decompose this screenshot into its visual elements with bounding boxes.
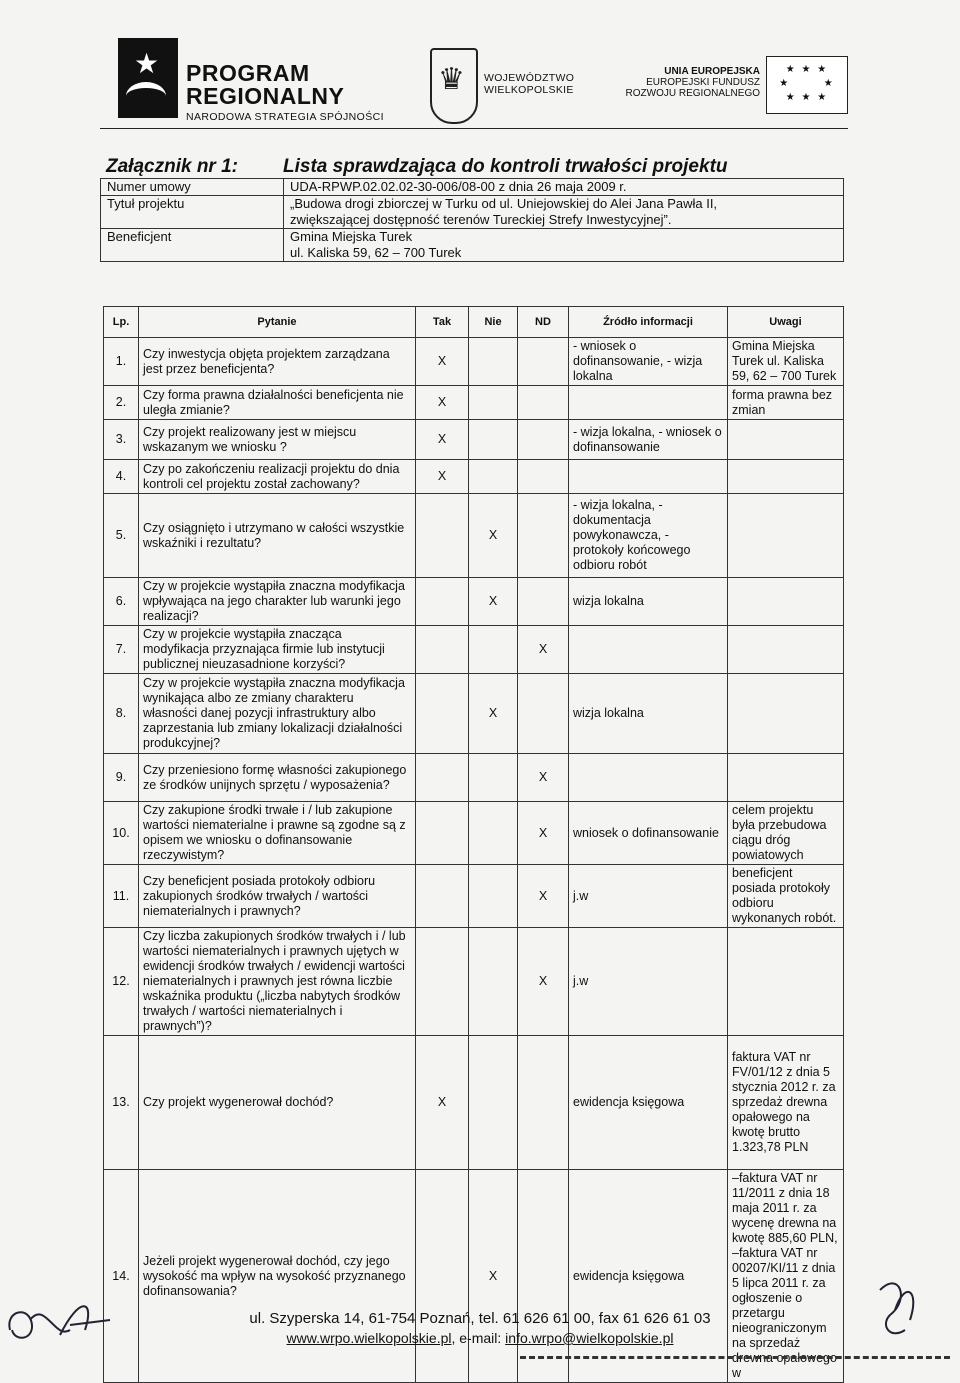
row-remarks: beneficjent posiada protokoły odbioru wykonanych robót.	[728, 865, 844, 928]
woj-line2: WIELKOPOLSKIE	[484, 84, 574, 96]
row-tak	[416, 578, 469, 626]
row-remarks	[728, 754, 844, 802]
row-lp: 7.	[104, 626, 139, 674]
tytul-label: Tytuł projektu	[101, 196, 284, 229]
row-remarks	[728, 494, 844, 578]
row-nie	[469, 754, 518, 802]
table-row	[104, 578, 844, 626]
row-question: Czy w projekcie wystąpiła znaczna modyfikacja wpływająca na jego charakter lub warunki jego realizacji?	[139, 578, 416, 626]
row-question: Czy po zakończeniu realizacji projektu do dnia kontroli cel projektu został zachowany?	[139, 460, 416, 494]
row-nd: X	[518, 802, 569, 865]
row-nie	[469, 338, 518, 386]
row-question: Czy w projekcie wystąpiła znacząca modyfikacja przyznająca firmie lub instytucji publicznej nieuzasadnione korzyści?	[139, 626, 416, 674]
row-source: wizja lokalna	[569, 674, 728, 754]
program-line3: NARODOWA STRATEGIA SPÓJNOŚCI	[186, 111, 384, 123]
row-nd: X	[518, 865, 569, 928]
program-line1: PROGRAM	[186, 60, 310, 86]
row-nie	[469, 1036, 518, 1170]
row-nd	[518, 338, 569, 386]
annex-label: Załącznik nr 1:	[106, 156, 238, 177]
row-remarks: celem projektu była przebudowa ciągu dróg powiatowych	[728, 802, 844, 865]
eagle-icon: ♛	[438, 63, 465, 96]
row-source: - wniosek o dofinansowanie, - wizja lokalna	[569, 338, 728, 386]
document-title: Lista sprawdzająca do kontroli trwałości projektu	[283, 156, 728, 177]
row-tak: X	[416, 1036, 469, 1170]
table-row	[104, 494, 844, 578]
beneficjent-value-line2: ul. Kaliska 59, 62 – 700 Turek	[290, 245, 462, 260]
numer-label: Numer umowy	[101, 179, 284, 196]
checklist-header-row	[104, 307, 844, 338]
tytul-value-line1: „Budowa drogi zbiorczej w Turku od ul. Uniejowskiej do Alei Jana Pawła II,	[290, 196, 718, 211]
tytul-value-line2: zwiększającej dostępność terenów Tureckiej Strefy Inwestycyjnej”.	[290, 212, 672, 227]
row-tak	[416, 802, 469, 865]
row-remarks	[728, 626, 844, 674]
row-remarks	[728, 420, 844, 460]
row-source	[569, 460, 728, 494]
table-row	[104, 802, 844, 865]
row-remarks: forma prawna bez zmian	[728, 386, 844, 420]
row-question: Czy zakupione środki trwałe i / lub zakupione wartości niematerialne i prawne są zgodne są z opisem we wniosku o dofinansowanie rzeczywistym?	[139, 802, 416, 865]
row-nd	[518, 494, 569, 578]
header-divider	[100, 128, 848, 129]
row-lp: 14.	[104, 1170, 139, 1383]
table-row	[104, 674, 844, 754]
program-regionalny-text	[186, 62, 384, 123]
header-tak: Tak	[416, 307, 469, 338]
row-nie	[469, 460, 518, 494]
row-tak	[416, 626, 469, 674]
row-question: Czy beneficjent posiada protokoły odbioru zakupionych środków trwałych / wartości niematerialnych i prawnych?	[139, 865, 416, 928]
numer-value: UDA-RPWP.02.02.02-30-006/08-00 z dnia 26 maja 2009 r.	[284, 179, 844, 196]
ue-line2: EUROPEJSKI FUNDUSZ	[646, 77, 760, 88]
row-remarks	[728, 578, 844, 626]
row-nd: X	[518, 626, 569, 674]
row-source	[569, 754, 728, 802]
row-nie	[469, 928, 518, 1036]
eu-flag-icon	[766, 56, 848, 114]
row-lp: 13.	[104, 1036, 139, 1170]
beneficjent-value-line1: Gmina Miejska Turek	[290, 229, 413, 244]
page-edge-dashes	[520, 1356, 950, 1359]
row-nie: X	[469, 1170, 518, 1383]
row-question: Jeżeli projekt wygenerował dochód, czy jego wysokość ma wpływ na wysokość przyznanego dofinansowania?	[139, 1170, 416, 1383]
row-nd	[518, 1036, 569, 1170]
row-remarks	[728, 460, 844, 494]
row-tak	[416, 1170, 469, 1383]
row-nd	[518, 420, 569, 460]
row-nie: X	[469, 494, 518, 578]
row-nie	[469, 420, 518, 460]
row-question: Czy projekt wygenerował dochód?	[139, 1036, 416, 1170]
row-lp: 4.	[104, 460, 139, 494]
row-remarks	[728, 674, 844, 754]
row-source	[569, 626, 728, 674]
beneficjent-value	[284, 229, 844, 262]
footer-website-link[interactable]: www.wrpo.wielkopolskie.pl	[286, 1330, 452, 1346]
row-nie	[469, 626, 518, 674]
row-tak	[416, 754, 469, 802]
row-nd	[518, 674, 569, 754]
row-question: Czy forma prawna działalności beneficjenta nie uległa zmianie?	[139, 386, 416, 420]
checklist-table	[103, 306, 844, 1383]
row-nie	[469, 386, 518, 420]
row-lp: 3.	[104, 420, 139, 460]
table-row	[104, 386, 844, 420]
swoosh-shape	[126, 82, 166, 110]
wielkopolska-coat-of-arms	[430, 48, 478, 124]
row-source	[569, 386, 728, 420]
table-row	[104, 1170, 844, 1383]
table-row	[104, 338, 844, 386]
project-info-table	[100, 178, 844, 262]
row-lp: 2.	[104, 386, 139, 420]
info-row-numer	[101, 179, 844, 196]
row-nd	[518, 460, 569, 494]
tytul-value	[284, 196, 844, 229]
ue-line1: UNIA EUROPEJSKA	[664, 66, 760, 77]
row-nd	[518, 1170, 569, 1383]
row-question: Czy w projekcie wystąpiła znaczna modyfikacja wynikająca albo ze zmiany charakteru własności danej pozycji infrastruktury albo zaprzestania lub zmiany lokalizacji działalności produkcyjnej?	[139, 674, 416, 754]
row-lp: 10.	[104, 802, 139, 865]
row-source: - wizja lokalna, - wniosek o dofinansowanie	[569, 420, 728, 460]
row-question: Czy osiągnięto i utrzymano w całości wszystkie wskaźniki i rezultatu?	[139, 494, 416, 578]
row-tak	[416, 494, 469, 578]
info-row-beneficjent	[101, 229, 844, 262]
eu-fund-label	[600, 66, 760, 99]
row-nd: X	[518, 754, 569, 802]
row-tak: X	[416, 420, 469, 460]
program-regionalny-logo	[118, 38, 178, 118]
table-row	[104, 754, 844, 802]
woj-line1: WOJEWÓDZTWO	[484, 72, 575, 84]
row-question: Czy inwestycja objęta projektem zarządzana jest przez beneficjenta?	[139, 338, 416, 386]
row-source: j.w	[569, 865, 728, 928]
row-question: Czy liczba zakupionych środków trwałych i / lub wartości niematerialnych i prawnych ujętych w ewidencji środków trwałych / ewidencji wartości niematerialnych i prawnych jest równa liczbie wskaźnika produktu („liczba nabytych środków trwałych / wartości niematerialnych i prawnych”)?	[139, 928, 416, 1036]
row-lp: 8.	[104, 674, 139, 754]
header-lp: Lp.	[104, 307, 139, 338]
row-remarks: –faktura VAT nr 11/2011 z dnia 18 maja 2011 r. za wycenę drewna na kwotę 885,60 PLN, –faktura VAT nr 00207/KI/11 z dnia 5 lipca 2011 r. za ogłoszenie o przetargu nieograniczonym na sprzedaż drewna opałowego w	[728, 1170, 844, 1383]
checklist-body	[104, 338, 844, 1383]
beneficjent-label: Beneficjent	[101, 229, 284, 262]
row-lp: 1.	[104, 338, 139, 386]
row-nie	[469, 802, 518, 865]
wojewodztwo-label	[484, 72, 574, 96]
row-source: wniosek o dofinansowanie	[569, 802, 728, 865]
row-nie: X	[469, 674, 518, 754]
row-remarks: faktura VAT nr FV/01/12 z dnia 5 stycznia 2012 r. za sprzedaż drewna opałowego na kwotę brutto 1.323,78 PLN	[728, 1036, 844, 1170]
table-row	[104, 420, 844, 460]
header-nd: ND	[518, 307, 569, 338]
eu-stars-icon: ★ ★ ★ ★ ★ ★ ★ ★	[779, 64, 835, 103]
row-tak: X	[416, 460, 469, 494]
row-tak	[416, 928, 469, 1036]
row-lp: 6.	[104, 578, 139, 626]
row-nd	[518, 386, 569, 420]
row-remarks: Gmina Miejska Turek ul. Kaliska 59, 62 – 700 Turek	[728, 338, 844, 386]
row-question: Czy projekt realizowany jest w miejscu wskazanym we wniosku ?	[139, 420, 416, 460]
ue-line3: ROZWOJU REGIONALNEGO	[625, 88, 760, 99]
header-pytanie: Pytanie	[139, 307, 416, 338]
table-row	[104, 1036, 844, 1170]
star-icon: ★	[134, 48, 160, 79]
row-lp: 9.	[104, 754, 139, 802]
header-uwagi: Uwagi	[728, 307, 844, 338]
table-row	[104, 928, 844, 1036]
row-source: - wizja lokalna, - dokumentacja powykonawcza, - protokoły końcowego odbioru robót	[569, 494, 728, 578]
program-line2: REGIONALNY	[186, 83, 345, 109]
info-row-tytul	[101, 196, 844, 229]
footer-email-link[interactable]: info.wrpo@wielkopolskie.pl	[505, 1330, 674, 1346]
footer-contact	[0, 1330, 960, 1346]
row-lp: 12.	[104, 928, 139, 1036]
footer-address: ul. Szyperska 14, 61-754 Poznań, tel. 61 626 61 00, fax 61 626 61 03	[249, 1310, 711, 1327]
row-source: ewidencja księgowa	[569, 1170, 728, 1383]
row-tak: X	[416, 338, 469, 386]
page-header	[100, 38, 850, 128]
row-nie	[469, 865, 518, 928]
row-tak	[416, 674, 469, 754]
row-tak	[416, 865, 469, 928]
row-source: ewidencja księgowa	[569, 1036, 728, 1170]
row-source: wizja lokalna	[569, 578, 728, 626]
table-row	[104, 865, 844, 928]
header-zrodlo: Źródło informacji	[569, 307, 728, 338]
row-nd: X	[518, 928, 569, 1036]
row-tak: X	[416, 386, 469, 420]
footer-email-label: , e-mail:	[451, 1330, 506, 1346]
row-source: j.w	[569, 928, 728, 1036]
row-remarks	[728, 928, 844, 1036]
row-nie: X	[469, 578, 518, 626]
row-lp: 5.	[104, 494, 139, 578]
table-row	[104, 626, 844, 674]
table-row	[104, 460, 844, 494]
row-question: Czy przeniesiono formę własności zakupionego ze środków unijnych sprzętu / wyposażenia?	[139, 754, 416, 802]
row-lp: 11.	[104, 865, 139, 928]
row-nd	[518, 578, 569, 626]
header-nie: Nie	[469, 307, 518, 338]
